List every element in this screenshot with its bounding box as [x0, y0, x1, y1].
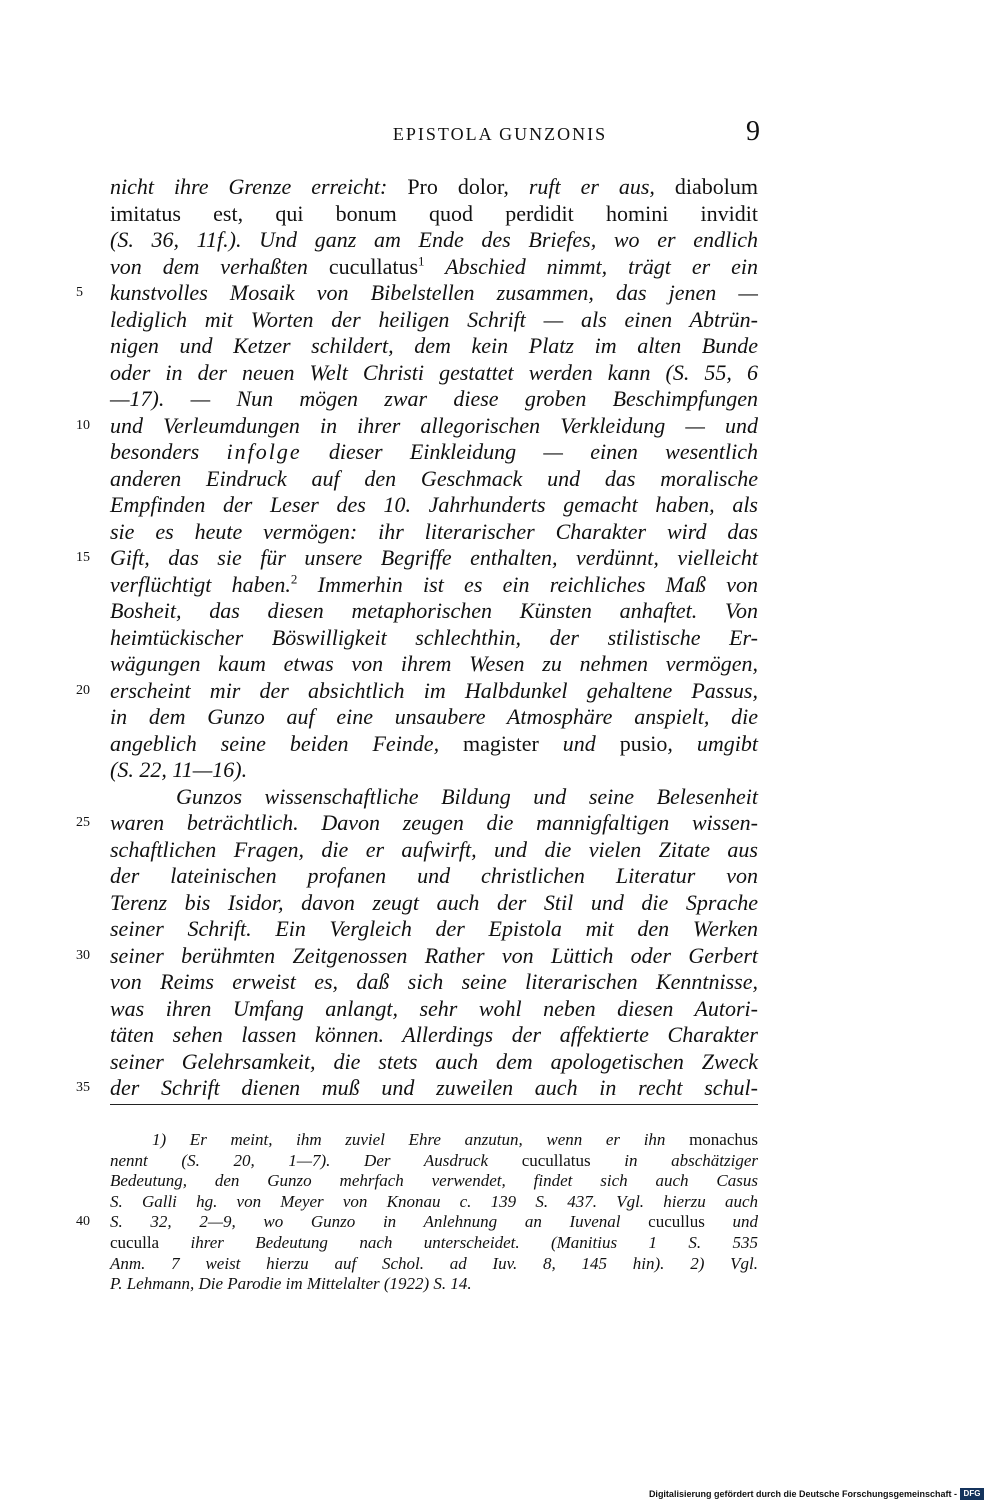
digitization-credit: Digitalisierung gefördert durch die Deutsche Forschungsgemeinschaft -	[648, 1489, 957, 1499]
text-span: ruft er aus,	[528, 174, 675, 199]
footnote-marker: 2	[290, 571, 298, 587]
text-line: anderen Eindruck auf den Geschmack und das moralische	[110, 465, 758, 491]
text-span: in abschätziger	[590, 1150, 759, 1170]
text-span: besonders	[110, 439, 227, 464]
text-line: heimtückischer Böswilligkeit schlechthin, der stilistische Er-	[110, 624, 758, 650]
text-line: Bosheit, das diesen metaphorischen Künsten anhaftet. Von	[110, 598, 758, 623]
line-number: 20	[76, 682, 90, 698]
text-line: Terenz bis Isidor, davon zeugt auch der Stil und die Sprache	[110, 889, 758, 915]
latin-quote: imitatus est, qui bonum quod perdidit homini invidit	[110, 200, 758, 226]
footnote-rule	[110, 1104, 758, 1105]
latin-word: pusio	[619, 730, 668, 756]
text-line: Empfinden der Leser des 10. Jahrhunderts gemacht haben, als	[110, 492, 758, 517]
dfg-logo: DFG	[960, 1488, 984, 1500]
text-line	[110, 439, 758, 466]
footnote-line	[110, 1233, 758, 1254]
text-line	[76, 412, 758, 440]
footnote-line	[110, 1151, 758, 1172]
text-line	[110, 174, 758, 201]
page-number: 9	[746, 116, 760, 147]
line-number: 15	[76, 550, 90, 565]
text-line: von Reims erweist es, daß sich seine literarischen Kenntnisse,	[110, 969, 758, 994]
body-text	[76, 174, 759, 1102]
text-span: , umgibt	[667, 730, 758, 756]
text-span: verflüchtigt haben.	[110, 571, 291, 597]
latin-word: cucullatus	[521, 1150, 591, 1170]
text-line	[110, 572, 758, 599]
footnote-line: S. Galli hg. von Meyer von Knonau c. 139 S. 437. Vgl. hierzu auch	[110, 1191, 758, 1211]
text-line	[110, 201, 758, 228]
text-line: (S. 36, 11f.). Und ganz am Ende des Briefes, wo er endlich	[110, 227, 758, 252]
text-span: Abschied nimmt, trägt er ein	[424, 253, 758, 279]
text-line	[110, 254, 758, 281]
footnote-line	[76, 1212, 758, 1233]
text-span: nennt (S. 20, 1—7). Der Ausdruck	[110, 1150, 522, 1170]
text-span: 1) Er meint, ihm zuviel Ehre anzutun, wenn er ihn	[152, 1130, 690, 1149]
text-line: Gunzos wissenschaftliche Bildung und seine Belesenheit	[176, 783, 758, 809]
line-number: 5	[76, 285, 83, 300]
text-span: dieser Einkleidung — einen wesentlich	[301, 439, 759, 464]
text-line: der lateinischen profanen und christlichen Literatur von	[110, 863, 758, 888]
text-span: und Verleumdungen in ihrer allegorischen Verkleidung — und	[110, 412, 758, 438]
text-line: sie es heute vermögen: ihr literarischer Charakter wird das	[110, 518, 758, 544]
text-span: nicht ihre Grenze erreicht:	[110, 174, 408, 199]
text-line: wägungen kaum etwas von ihrem Wesen zu nehmen vermögen,	[110, 651, 758, 676]
text-span: angeblich seine beiden Feinde,	[110, 730, 464, 756]
latin-word: magister	[463, 730, 539, 756]
text-line	[76, 545, 758, 572]
text-line: schaftlichen Fragen, die er aufwirft, und die vielen Zitate aus	[110, 836, 758, 862]
text-span: erscheint mir der absichtlich im Halbdunkel gehaltene Passus,	[110, 677, 758, 703]
text-line: was ihren Umfang anlangt, sehr wohl neben diesen Autori-	[110, 995, 758, 1021]
line-number: 35	[76, 1080, 90, 1095]
text-line	[76, 1075, 758, 1102]
text-span: kunstvolles Mosaik von Bibelstellen zusammen, das jenen —	[110, 280, 758, 305]
text-line: seiner Schrift. Ein Vergleich der Epistola mit den Werken	[110, 916, 758, 941]
text-line: —17). — Nun mögen zwar diese groben Beschimpfungen	[110, 386, 758, 411]
text-span: ihrer Bedeutung nach unterscheidet. (Manitius 1 S. 535	[159, 1232, 758, 1252]
latin-word: cuculla	[110, 1232, 160, 1252]
text-span: seiner berühmten Zeitgenossen Rather von Lüttich oder Gerbert	[110, 942, 758, 968]
text-span: waren beträchtlich. Davon zeugen die mannigfaltigen wissen-	[110, 810, 758, 835]
latin-word: monachus	[689, 1130, 758, 1149]
text-line: (S. 22, 11—16).	[110, 757, 248, 782]
text-line	[110, 731, 758, 758]
spaced-word: infolge	[226, 439, 302, 464]
text-line	[76, 810, 758, 837]
text-line	[76, 677, 758, 705]
text-line: nigen und Ketzer schildert, dem kein Platz im alten Bunde	[110, 333, 758, 358]
text-line: in dem Gunzo auf eine unsaubere Atmosphäre anspielt, die	[110, 704, 758, 729]
footnote-line: P. Lehmann, Die Parodie im Mittelalter (1922) S. 14.	[110, 1274, 472, 1294]
line-number: 25	[76, 815, 90, 830]
text-line: oder in der neuen Welt Christi gestattet werden kann (S. 55, 6	[110, 359, 758, 385]
text-span: und	[704, 1212, 758, 1232]
text-span: S. 32, 2—9, wo Gunzo in Anlehnung an Iuvenal	[110, 1212, 649, 1232]
footnote-line: Bedeutung, den Gunzo mehrfach verwendet, findet sich auch Casus	[110, 1171, 758, 1191]
footnotes	[76, 1130, 759, 1295]
text-span: und	[538, 730, 620, 756]
latin-word: cucullus	[648, 1212, 705, 1232]
text-line: täten sehen lassen können. Allerdings der affektierte Charakter	[110, 1022, 758, 1047]
footnote-line: Anm. 7 weist hierzu auf Schol. ad Iuv. 8, 145 hin). 2) Vgl.	[110, 1253, 758, 1273]
text-line	[76, 280, 758, 307]
text-span: der Schrift dienen muß und zuweilen auch in recht schul-	[110, 1075, 758, 1100]
text-span: Gift, das sie für unsere Begriffe enthalten, verdünnt, vielleicht	[110, 545, 758, 570]
latin-quote: Pro dolor,	[407, 174, 529, 199]
line-number: 10	[76, 417, 90, 433]
text-line	[76, 942, 758, 970]
footnote-marker: 1	[418, 253, 425, 269]
text-line: seiner Gelehrsamkeit, die stets auch dem apologetischen Zweck	[110, 1048, 758, 1074]
running-title: EPISTOLA GUNZONIS	[392, 124, 608, 144]
latin-word: cucullatus	[328, 253, 419, 279]
line-number: 30	[76, 947, 90, 963]
footnote-line	[110, 1130, 758, 1151]
line-number: 40	[76, 1214, 90, 1230]
latin-quote: diabolum	[674, 174, 758, 199]
text-line: lediglich mit Worten der heiligen Schrift — als einen Abtrün-	[110, 306, 758, 332]
text-span: von dem verhaßten	[110, 253, 329, 279]
text-span: Immerhin ist es ein reichliches Maß von	[297, 571, 758, 597]
